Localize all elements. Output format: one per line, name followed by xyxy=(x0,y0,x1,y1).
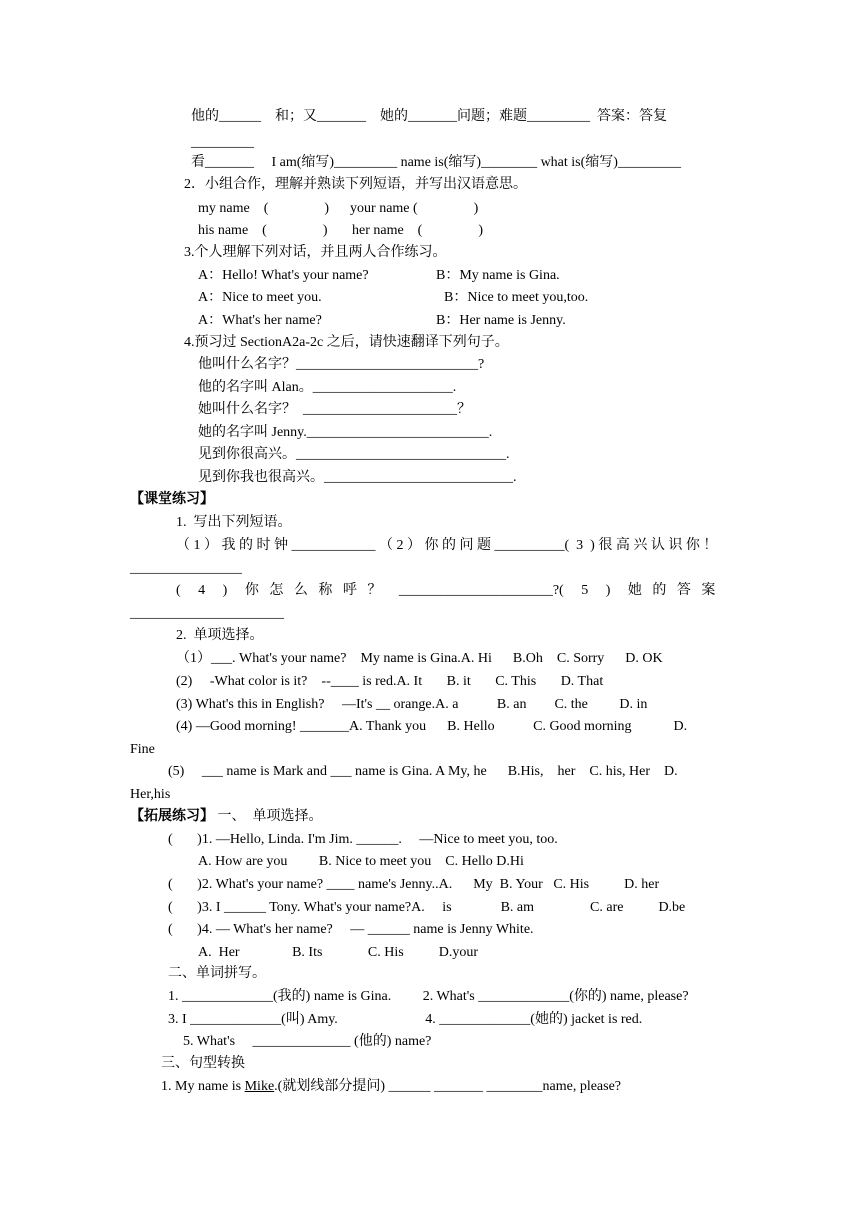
translate-sentence-2: 他的名字叫 Alan。____________________. xyxy=(198,380,457,395)
spelling-row-1: 1. _____________(我的) name is Gina. 2. What's _____________(你的) name, please? xyxy=(168,989,689,1004)
choice-question-5: (5) ___ name is Mark and ___ name is Gina. A My, he B.His, her C. his, Her D. xyxy=(168,764,678,779)
extension-question-3: ( )3. I ______ Tony. What's your name?A. is B. am C. are D.be xyxy=(168,900,686,915)
choice-question-2: (2) -What color is it? --____ is red.A. It B. it C. This D. That xyxy=(176,674,604,689)
practice-1-heading: 1. 写出下列短语。 xyxy=(176,515,292,530)
practice-1-line-1-continued: ________________ xyxy=(130,561,242,576)
section-extension-label: 【拓展练习】 xyxy=(130,809,214,824)
transform-question-1-end: .(就划线部分提问) ______ _______ ________name, please? xyxy=(274,1079,622,1094)
dialogue-b-3: B：Her name is Jenny. xyxy=(436,313,566,328)
translate-sentence-4: 她的名字叫 Jenny.__________________________. xyxy=(198,425,493,440)
dialogue-b-2: B：Nice to meet you,too. xyxy=(444,290,589,305)
extension-question-2: ( )2. What's your name? ____ name's Jenny..A. My B. Your C. His D. her xyxy=(168,877,660,892)
spelling-row-2: 3. I _____________(叫) Amy. 4. _____________(她的) jacket is red. xyxy=(168,1012,643,1027)
phrase-row-1: my name ( ) your name ( ) xyxy=(198,201,479,216)
extension-question-4: ( )4. — What's her name? — ______ name is Jenny White. xyxy=(168,922,534,937)
task-2-heading: 2．小组合作，理解并熟读下列短语，并写出汉语意思。 xyxy=(184,177,527,192)
dialogue-b-1: B：My name is Gina. xyxy=(436,268,560,283)
section-class-practice-title: 【课堂练习】 xyxy=(130,492,214,507)
extension-question-4-options: A. Her B. Its C. His D.your xyxy=(198,945,478,960)
translate-sentence-6: 见到你我也很高兴。___________________________. xyxy=(198,470,517,485)
task-4-heading: 4.预习过 SectionA2a-2c 之后，请快速翻译下列句子。 xyxy=(184,335,509,350)
extension-part-1-heading: 一、 单项选择。 xyxy=(214,809,323,824)
dialogue-a-1: A：Hello! What's your name? xyxy=(198,268,369,283)
spelling-heading: 二、单词拼写。 xyxy=(168,966,266,981)
phrase-row-2: his name ( ) her name ( ) xyxy=(198,223,483,238)
spelling-row-3: 5. What's ______________ (他的) name? xyxy=(183,1034,432,1049)
vocab-line-2: 看_______ I am(缩写)_________ name is(缩写)________ what is(缩写)_________ xyxy=(191,155,681,170)
choice-question-1: （1）___. What's your name? My name is Gina.A. Hi B.Oh C. Sorry D. OK xyxy=(176,651,663,666)
practice-2-heading: 2. 单项选择。 xyxy=(176,628,264,643)
practice-1-line-2: ( 4 ) 你 怎 么 称 呼 ？ ______________________?( 5 ) 她 的 答 案 xyxy=(176,583,716,598)
translate-sentence-5: 见到你很高兴。______________________________. xyxy=(198,447,510,462)
underlined-word: Mike xyxy=(244,1079,275,1094)
extension-question-1-options: A. How are you B. Nice to meet you C. Hello D.Hi xyxy=(198,854,524,869)
choice-question-4: (4) —Good morning! _______A. Thank you B. Hello C. Good morning D. xyxy=(176,719,688,734)
transform-question-1 xyxy=(161,1079,621,1095)
choice-question-4-continued: Fine xyxy=(130,742,155,757)
dialogue-a-3: A：What's her name? xyxy=(198,313,322,328)
choice-question-5-continued: Her,his xyxy=(130,787,171,802)
translate-sentence-3: 她叫什么名字？ ______________________？ xyxy=(198,402,471,417)
practice-1-line-2-continued: ______________________ xyxy=(130,606,284,621)
choice-question-3: (3) What's this in English? —It's __ orange.A. a B. an C. the D. in xyxy=(176,697,648,712)
practice-1-line-1: （ 1 ） 我 的 时 钟 ____________ （ 2 ） 你 的 问 题 __________( 3 ) 很 高 兴 认 识 你 ！ xyxy=(176,538,718,553)
transform-question-1-start: 1. My name is xyxy=(161,1079,245,1094)
vocab-line-1-continued: _________ xyxy=(191,135,254,150)
extension-question-1: ( )1. —Hello, Linda. I'm Jim. ______. —Nice to meet you, too. xyxy=(168,832,558,847)
translate-sentence-1: 他叫什么名字？__________________________? xyxy=(198,357,485,372)
dialogue-a-2: A：Nice to meet you. xyxy=(198,290,322,305)
vocab-line-1: 他的______ 和；又_______ 她的_______问题；难题_________ 答案：答复 xyxy=(191,109,667,124)
transform-heading: 三、句型转换 xyxy=(161,1056,245,1071)
section-extension-title xyxy=(130,809,323,825)
task-3-heading: 3.个人理解下列对话，并且两人合作练习。 xyxy=(184,245,447,260)
